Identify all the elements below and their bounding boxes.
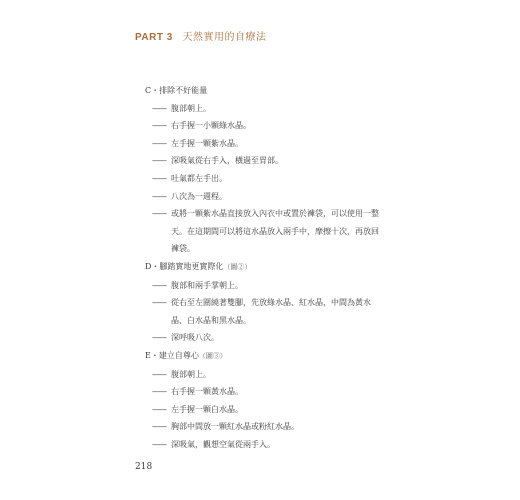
step-text: 胸部中間放一顆紅水晶或粉紅水晶。 xyxy=(171,422,299,432)
step-text: 八次為一週程。 xyxy=(171,191,227,201)
step xyxy=(145,170,385,188)
step xyxy=(145,401,385,419)
step xyxy=(145,383,385,401)
step xyxy=(145,436,385,454)
step xyxy=(145,329,385,347)
step-text: 深呼吸八次。 xyxy=(171,333,219,343)
dash-marker: —— xyxy=(152,121,166,131)
dash-marker: —— xyxy=(152,191,166,201)
step xyxy=(145,205,385,258)
figure-ref: （圖③） xyxy=(198,351,227,360)
step-text: 腹部朝上。 xyxy=(171,103,211,113)
dash-marker: —— xyxy=(152,387,166,397)
step-text: 或將一顆紫水晶直接放入內衣中或置於褲袋，可以使用一整天。在這期間可以將這水晶放入兩手中，摩擦十次，再放回褲袋。 xyxy=(171,209,379,254)
dash-marker: —— xyxy=(152,156,166,166)
section-e-title xyxy=(145,347,385,366)
section-title-text: E・建立自尊心 xyxy=(145,350,199,360)
section-title-text: C・排除不好能量 xyxy=(145,86,208,95)
step xyxy=(145,277,385,295)
step-text: 左手握一顆紫水晶。 xyxy=(171,138,243,148)
step-text: 右手握一顆黃水晶。 xyxy=(171,387,243,397)
page-number: 218 xyxy=(135,462,153,472)
step-text: 右手握一小顆綠水晶。 xyxy=(171,121,251,131)
step-text: 深吸氣，觀想空氣從兩手入。 xyxy=(171,439,275,449)
dash-marker: —— xyxy=(152,103,166,113)
dash-marker: —— xyxy=(152,173,166,183)
step xyxy=(145,418,385,436)
step xyxy=(145,294,385,329)
step xyxy=(145,366,385,384)
dash-marker: —— xyxy=(152,404,166,414)
step xyxy=(145,117,385,135)
step xyxy=(145,188,385,206)
dash-marker: —— xyxy=(152,369,166,379)
step-text: 深吸氣從右手入，橫過至胃部。 xyxy=(171,156,283,166)
dash-marker: —— xyxy=(152,280,166,290)
step xyxy=(145,152,385,170)
figure-ref: （圖②） xyxy=(223,262,252,271)
dash-marker: —— xyxy=(152,209,166,219)
page-body xyxy=(145,82,385,453)
part-label: PART 3 xyxy=(135,32,173,43)
section-title-text: D・腳踏實地更實際化 xyxy=(145,261,224,271)
step xyxy=(145,100,385,118)
step-text: 腹部和兩手掌朝上。 xyxy=(171,280,243,290)
running-header xyxy=(135,28,267,43)
dash-marker: —— xyxy=(152,422,166,432)
chapter-title: 天然實用的自療法 xyxy=(182,32,267,43)
dash-marker: —— xyxy=(152,439,166,449)
dash-marker: —— xyxy=(152,138,166,148)
dash-marker: —— xyxy=(152,298,166,308)
section-c-title xyxy=(145,82,385,100)
step xyxy=(145,135,385,153)
step-text: 左手握一顆白水晶。 xyxy=(171,404,243,414)
step-text: 吐氣都左手出。 xyxy=(171,173,227,183)
dash-marker: —— xyxy=(152,333,166,343)
section-d-title xyxy=(145,258,385,277)
step-text: 從右至左圍繞著雙腳，先放綠水晶、紅水晶，中間為黃水晶、白水晶和黑水晶。 xyxy=(171,298,371,325)
step-text: 腹部朝上。 xyxy=(171,369,211,379)
